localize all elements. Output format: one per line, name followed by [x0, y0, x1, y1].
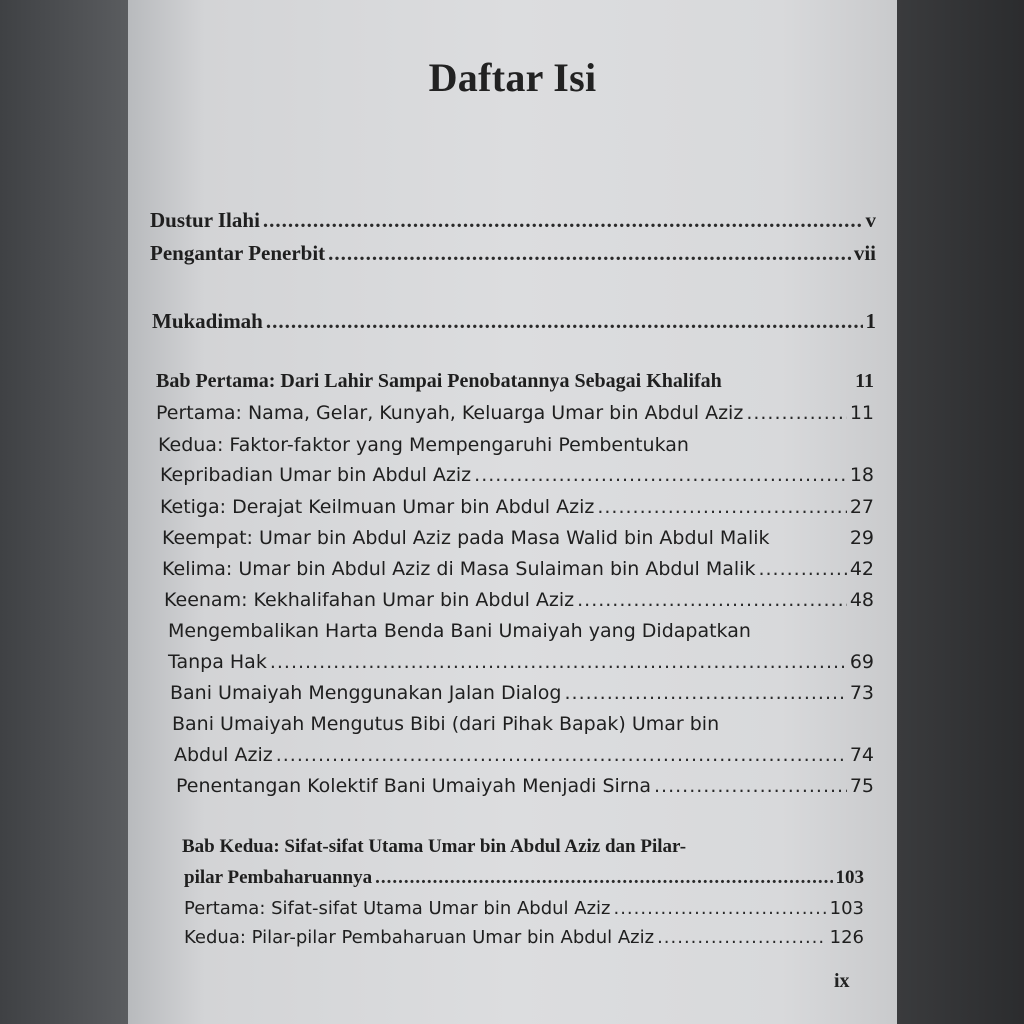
toc-subentry[interactable]: Abdul Aziz ..... 74 — [174, 744, 874, 766]
dot-leader — [577, 589, 847, 611]
toc-entry[interactable]: Kedua: Pilar-pilar Pembaharuan Umar bin Abdul Aziz ..... 126 — [184, 927, 864, 948]
toc-entry[interactable]: Pertama: Sifat-sifat Utama Umar bin Abdul Aziz ..... 103 — [184, 898, 864, 919]
dot-leader — [375, 867, 832, 889]
toc-subentry[interactable]: Penentangan Kolektif Bani Umaiyah Menjadi Sirna ..... 75 — [176, 775, 874, 797]
toc-subentry-line[interactable]: Mengembalikan Harta Benda Bani Umaiyah yang Didapatkan — [168, 620, 751, 642]
toc-entry-front[interactable]: Dustur Ilahi ..... v — [150, 208, 876, 233]
dot-leader — [276, 744, 847, 766]
book-page — [128, 0, 897, 1024]
toc-entry-line[interactable]: Kedua: Faktor-faktor yang Mempengaruhi Pembentukan — [158, 434, 689, 456]
page-title: Daftar Isi — [428, 55, 597, 100]
page-number: ix — [834, 970, 850, 992]
dot-leader — [613, 898, 826, 919]
dot-leader — [758, 558, 846, 580]
dot-leader — [266, 309, 863, 334]
dot-leader — [270, 651, 847, 673]
toc-subentry[interactable]: Tanpa Hak ..... 69 — [168, 651, 874, 673]
toc-subentry[interactable]: Bani Umaiyah Menggunakan Jalan Dialog ..... 73 — [170, 682, 874, 704]
toc-chapter-heading[interactable]: Bab Pertama: Dari Lahir Sampai Penobatannya Sebagai Khalifah 11 — [156, 370, 874, 392]
dot-leader — [263, 208, 863, 233]
toc-entry[interactable]: Keempat: Umar bin Abdul Aziz pada Masa Walid bin Abdul Malik 29 — [162, 527, 874, 549]
background-left — [0, 0, 128, 1024]
dot-leader — [746, 402, 847, 424]
toc-entry-front[interactable]: Pengantar Penerbit ..... vii — [150, 241, 876, 266]
toc-chapter-heading-line[interactable]: Bab Kedua: Sifat-sifat Utama Umar bin Abdul Aziz dan Pilar- — [182, 836, 687, 857]
dot-leader — [597, 496, 846, 518]
toc-entry[interactable]: Keenam: Kekhalifahan Umar bin Abdul Aziz ..... 48 — [164, 589, 874, 611]
dot-leader — [654, 775, 847, 797]
dot-leader — [657, 927, 827, 948]
toc-entry[interactable]: Ketiga: Derajat Keilmuan Umar bin Abdul Aziz ..... 27 — [160, 496, 874, 518]
toc-subentry-line[interactable]: Bani Umaiyah Mengutus Bibi (dari Pihak Bapak) Umar bin — [172, 713, 720, 735]
toc-entry[interactable]: Pertama: Nama, Gelar, Kunyah, Keluarga Umar bin Abdul Aziz ..... 11 — [156, 402, 874, 424]
dot-leader — [474, 464, 847, 486]
dot-leader — [564, 682, 846, 704]
toc-chapter-heading[interactable]: pilar Pembaharuannya ..... 103 — [184, 867, 864, 889]
toc-entry-front[interactable]: Mukadimah ..... 1 — [152, 309, 876, 334]
background-right — [897, 0, 1024, 1024]
dot-leader — [328, 241, 851, 266]
toc-entry[interactable]: Kepribadian Umar bin Abdul Aziz ..... 18 — [160, 464, 874, 486]
toc-entry[interactable]: Kelima: Umar bin Abdul Aziz di Masa Sulaiman bin Abdul Malik ..... 42 — [162, 558, 874, 580]
